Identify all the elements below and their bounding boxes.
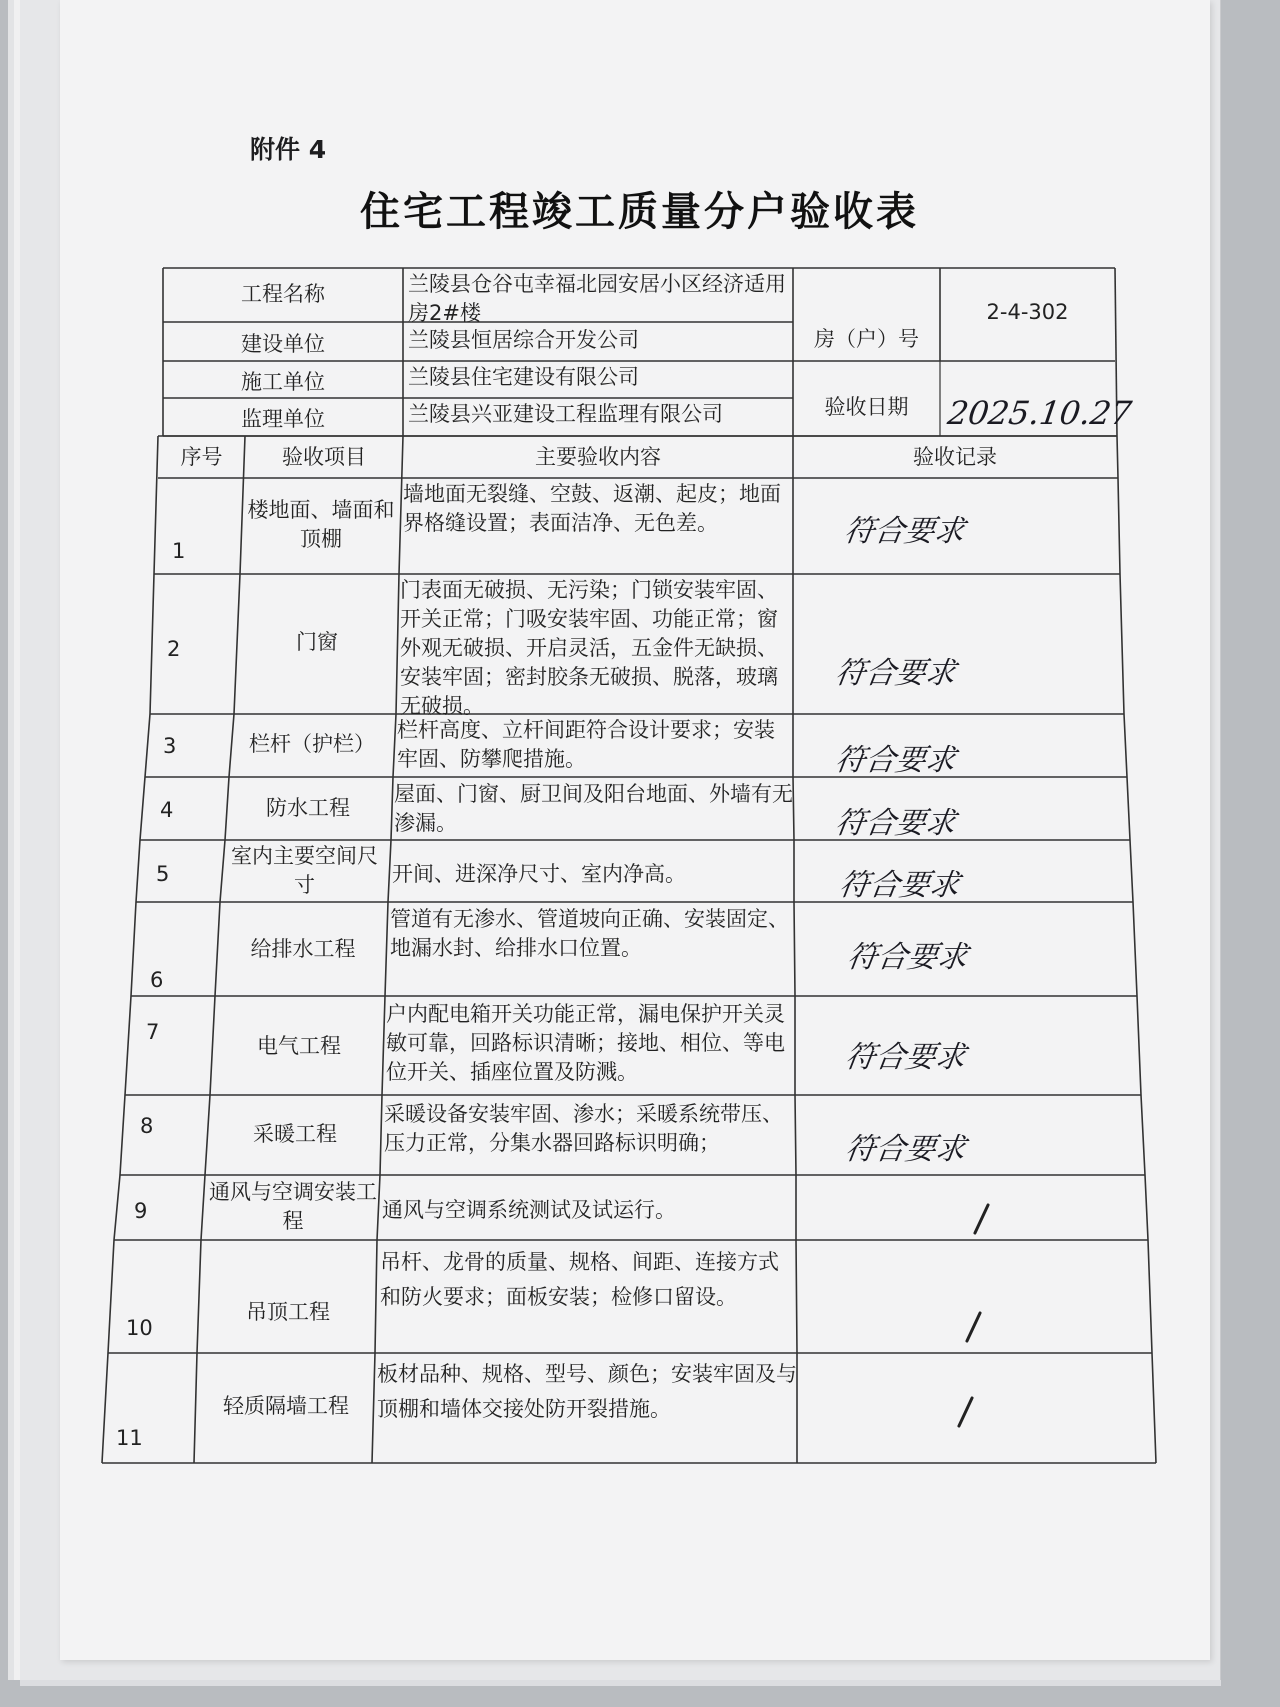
row-10-no: 10 bbox=[126, 1316, 153, 1340]
row-2-item: 门窗 bbox=[296, 630, 338, 654]
col-header-item: 验收项目 bbox=[282, 445, 366, 469]
acceptance-date-handwritten: 2025.10.27 bbox=[945, 394, 1134, 432]
row-5-item: 室内主要空间尺寸 bbox=[231, 844, 378, 897]
row-2-content: 门表面无破损、无污染；门锁安装牢固、开关正常；门吸安装牢固、功能正常；窗外观无破损、开启灵活，五金件无缺损、 安装牢固；密封胶条无破损、脱落，玻璃无破损。 bbox=[400, 578, 778, 718]
col-header-content: 主要验收内容 bbox=[535, 445, 661, 469]
project-name-label: 工程名称 bbox=[241, 282, 325, 306]
row-1-record: 符合要求 bbox=[842, 514, 967, 549]
row-7-content: 户内配电箱开关功能正常，漏电保护开关灵敏可靠，回路标识清晰；接地、相位、等电位开关、插座位置及防溅。 bbox=[386, 1002, 785, 1084]
project-name-value: 兰陵县仓谷屯幸福北园安居小区经济适用房2#楼 bbox=[408, 272, 786, 325]
supervisor-label: 监理单位 bbox=[241, 407, 325, 431]
row-2-record: 符合要求 bbox=[833, 656, 958, 691]
row-1-item: 楼地面、墙面和顶棚 bbox=[247, 498, 395, 551]
row-11-content: 板材品种、规格、型号、颜色；安装牢固及与顶棚和墙体交接处防开裂措施。 bbox=[377, 1362, 797, 1421]
row-6-item: 给排水工程 bbox=[250, 937, 356, 961]
row-10-item: 吊顶工程 bbox=[246, 1300, 330, 1324]
row-1-no: 1 bbox=[172, 539, 186, 563]
row-8-record: 符合要求 bbox=[843, 1132, 968, 1167]
row-8-content: 采暖设备安装牢固、渗水；采暖系统带压、压力正常，分集水器回路标识明确； bbox=[384, 1102, 783, 1155]
row-8-item: 采暖工程 bbox=[253, 1122, 337, 1146]
row-3-no: 3 bbox=[163, 734, 177, 758]
row-4-record: 符合要求 bbox=[833, 806, 958, 841]
col-header-no: 序号 bbox=[180, 445, 223, 469]
row-5-content: 开间、进深净尺寸、室内净高。 bbox=[392, 862, 686, 886]
row-5-no: 5 bbox=[156, 862, 170, 886]
row-10-content: 吊杆、龙骨的质量、规格、间距、连接方式和防火要求；面板安装；检修口留设。 bbox=[380, 1250, 779, 1309]
row-6-content: 管道有无渗水、管道坡向正确、安装固定、地漏水封、给排水口位置。 bbox=[390, 907, 789, 960]
row-4-no: 4 bbox=[160, 798, 174, 822]
date-label: 验收日期 bbox=[824, 395, 909, 419]
row-3-item: 栏杆（护栏） bbox=[249, 732, 375, 756]
row-6-record: 符合要求 bbox=[845, 940, 970, 975]
row-9-no: 9 bbox=[134, 1199, 148, 1223]
row-11-no: 11 bbox=[116, 1426, 143, 1450]
row-9-item: 通风与空调安装工程 bbox=[209, 1180, 377, 1233]
row-11-item: 轻质隔墙工程 bbox=[223, 1394, 349, 1418]
row-8-no: 8 bbox=[140, 1114, 154, 1138]
row-7-no: 7 bbox=[146, 1020, 160, 1044]
room-label: 房（户）号 bbox=[814, 327, 919, 351]
row-2-no: 2 bbox=[167, 637, 181, 661]
row-6-no: 6 bbox=[150, 968, 164, 992]
contractor-value: 兰陵县住宅建设有限公司 bbox=[408, 365, 639, 389]
row-5-record: 符合要求 bbox=[837, 868, 962, 903]
row-7-item: 电气工程 bbox=[257, 1034, 341, 1058]
room-number: 2-4-302 bbox=[986, 300, 1069, 324]
row-1-content: 墙地面无裂缝、空鼓、返潮、起皮；地面界格缝设置；表面洁净、无色差。 bbox=[403, 482, 781, 535]
col-header-record: 验收记录 bbox=[913, 445, 997, 469]
builder-label: 建设单位 bbox=[241, 332, 325, 356]
row-3-record: 符合要求 bbox=[833, 743, 958, 778]
row-4-item: 防水工程 bbox=[266, 796, 350, 820]
row-7-record: 符合要求 bbox=[843, 1040, 968, 1075]
contractor-label: 施工单位 bbox=[241, 370, 325, 394]
row-9-content: 通风与空调系统测试及试运行。 bbox=[382, 1198, 676, 1222]
supervisor-value: 兰陵县兴亚建设工程监理有限公司 bbox=[408, 402, 723, 426]
attachment-label: 附件 4 bbox=[250, 135, 327, 164]
builder-value: 兰陵县恒居综合开发公司 bbox=[408, 328, 639, 352]
row-3-content: 栏杆高度、立杆间距符合设计要求；安装牢固、防攀爬措施。 bbox=[397, 718, 775, 771]
row-4-content: 屋面、门窗、厨卫间及阳台地面、外墙有无渗漏。 bbox=[394, 782, 793, 835]
form-title: 住宅工程竣工质量分户验收表 bbox=[360, 189, 919, 235]
